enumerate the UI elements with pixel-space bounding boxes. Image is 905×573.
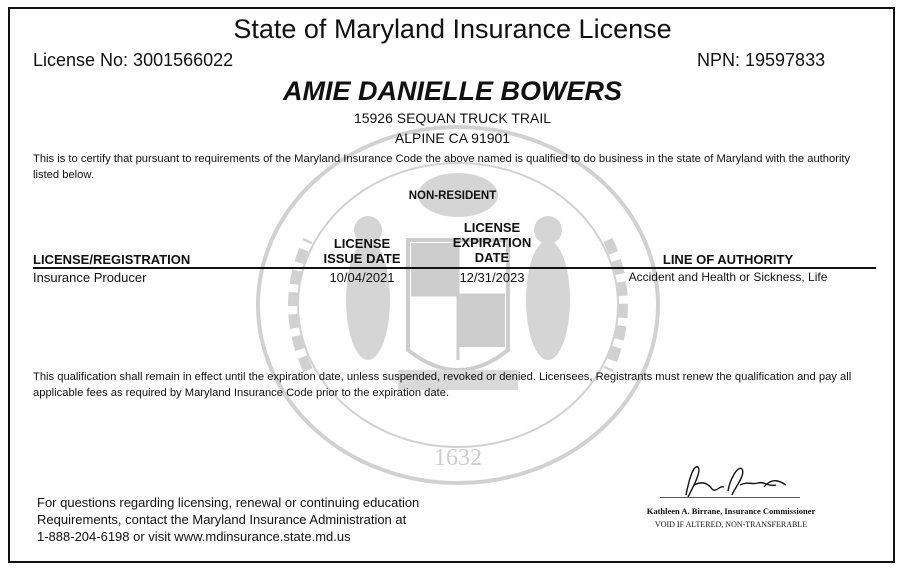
npn-number: NPN: 19597833 bbox=[697, 50, 826, 70]
seal-year: 1632 bbox=[434, 445, 482, 471]
contact-line-1: For questions regarding licensing, renewal or continuing education bbox=[37, 495, 420, 510]
header-license-registration: LICENSE/REGISTRATION bbox=[33, 252, 191, 267]
residency-status: NON-RESIDENT bbox=[408, 190, 497, 202]
header-exp-line2: EXPIRATION bbox=[452, 235, 532, 250]
license-number: License No: 3001566022 bbox=[33, 50, 234, 70]
header-issue-line2: ISSUE DATE bbox=[323, 251, 401, 266]
contact-line-2: Requirements, contact the Maryland Insurance Administration at bbox=[37, 512, 407, 527]
row-license-type: Insurance Producer bbox=[33, 270, 147, 285]
header-expiration-date bbox=[440, 220, 544, 265]
certificate-title: State of Maryland Insurance License bbox=[233, 14, 672, 44]
header-line-of-authority: LINE OF AUTHORITY bbox=[662, 252, 794, 267]
contact-info bbox=[37, 494, 467, 545]
licensee-name: AMIE DANIELLE BOWERS bbox=[282, 76, 622, 106]
row-expiration-date: 12/31/2023 bbox=[459, 270, 525, 285]
header-issue-line1: LICENSE bbox=[333, 236, 391, 251]
qualification-statement: This qualification shall remain in effect until the expiration date, unless suspended, revoked or denied. Licensees, Registrants must renew the qualification and pay all applicable fees as required by Maryland Insurance Code prior to the expiration date. bbox=[33, 371, 852, 399]
header-exp-line1: LICENSE bbox=[463, 220, 521, 235]
address-line-1: 15926 SEQUAN TRUCK TRAIL bbox=[353, 110, 552, 126]
row-issue-date: 10/04/2021 bbox=[329, 270, 395, 285]
row-line-of-authority: Accident and Health or Sickness, Life bbox=[628, 270, 828, 284]
signature-line bbox=[660, 497, 800, 498]
signer-title: Kathleen A. Birrane, Insurance Commissioner bbox=[646, 506, 816, 516]
certification-statement: This is to certify that pursuant to requirements of the Maryland Insurance Code the above named is qualified to do business in the state of Maryland with the authority listed below. bbox=[33, 153, 851, 181]
address-line-2: ALPINE CA 91901 bbox=[394, 130, 511, 146]
void-notice: VOID IF ALTERED, NON-TRANSFERABLE bbox=[654, 520, 808, 529]
header-issue-date bbox=[300, 236, 424, 266]
table-header-rule bbox=[33, 267, 876, 269]
header-exp-line3: DATE bbox=[474, 250, 510, 265]
contact-line-3: 1-888-204-6198 or visit www.mdinsurance.state.md.us bbox=[37, 529, 351, 544]
